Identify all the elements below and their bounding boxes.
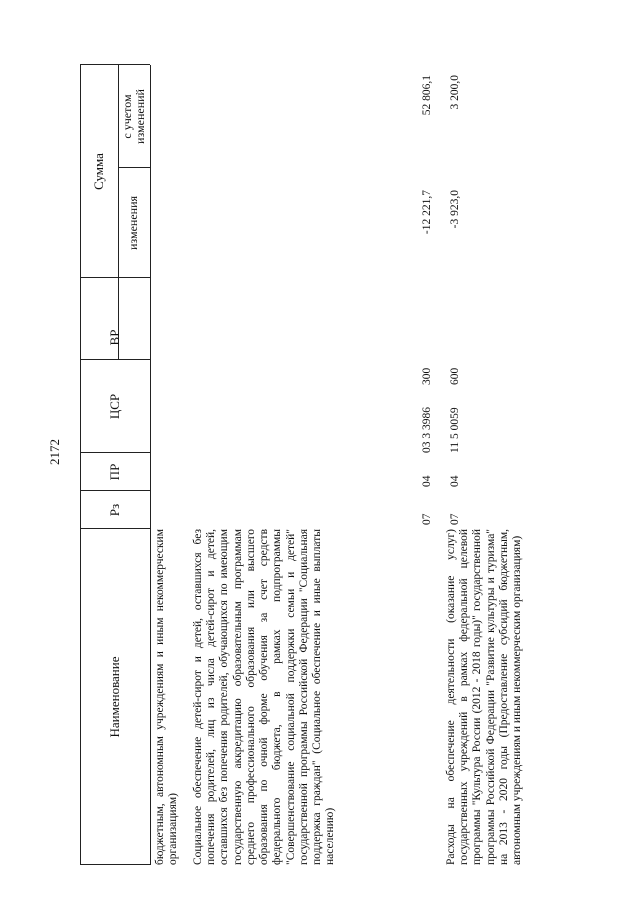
row-2-rz: 07 (449, 513, 461, 525)
row-1-vr: 300 (421, 367, 433, 385)
header-csr: ЦСР (106, 393, 122, 420)
page-number: 2172 (47, 439, 62, 465)
row-2-name: Расходы на обеспечение деятельности (оказание услуг) государственных учреждений в рамках федеральной целевой программы "Культура России (2012 - 2018 годы)" государственной программы Российской Федерации "Развитие культуры и туризма" на 2013 - 2020 годы (Предоставление субсидий бюджетным, автономным учреждениям и иным некоммерческим организациям) (445, 529, 524, 865)
header-rz: Рз (106, 503, 122, 517)
row-2-csr: 11 5 0059 (449, 407, 461, 453)
row-1-pr: 04 (421, 475, 433, 487)
row-1-change: -12 221,7 (421, 190, 433, 235)
row-1-csr: 03 3 3986 (421, 407, 433, 453)
row-1-rz: 07 (421, 513, 433, 525)
row-2-vr: 600 (449, 367, 461, 385)
row-2-change: -3 923,0 (449, 190, 461, 229)
header-name: Наименование (106, 656, 122, 738)
row-0-name: бюджетным, автономным учреждениям и иным некоммерческим организациям) (154, 529, 180, 865)
header-vr-label: ВР (106, 329, 122, 346)
row-2-pr: 04 (449, 475, 461, 487)
row-1-total: 52 806,1 (421, 75, 433, 116)
header-bottom-rule (150, 65, 151, 865)
row-1-name: Социальное обеспечение детей-сирот и детей, оставшихся без попечения родителей, лиц из числа детей-сирот и детей, оставшихся без попечения родителей, обучающихся по имеющим государственную аккредитацию образовательным программам среднего профессионального образования или высшего образования по очной форме обучения за счет средств федерального бюджета, в рамках подпрограммы "Совершенствование социальной поддержки семьи и детей" государственной программы Российской Федерации "Социальная поддержка граждан" (Социальное обеспечение и иные выплаты населению) (192, 529, 337, 865)
header-pr: ПР (106, 463, 122, 481)
row-2-total: 3 200,0 (449, 75, 461, 110)
header-with-changes: с учетом изменений (120, 89, 147, 144)
header-sum: Сумма (90, 153, 106, 190)
header-changes: изменения (126, 195, 141, 251)
budget-table (80, 65, 600, 865)
